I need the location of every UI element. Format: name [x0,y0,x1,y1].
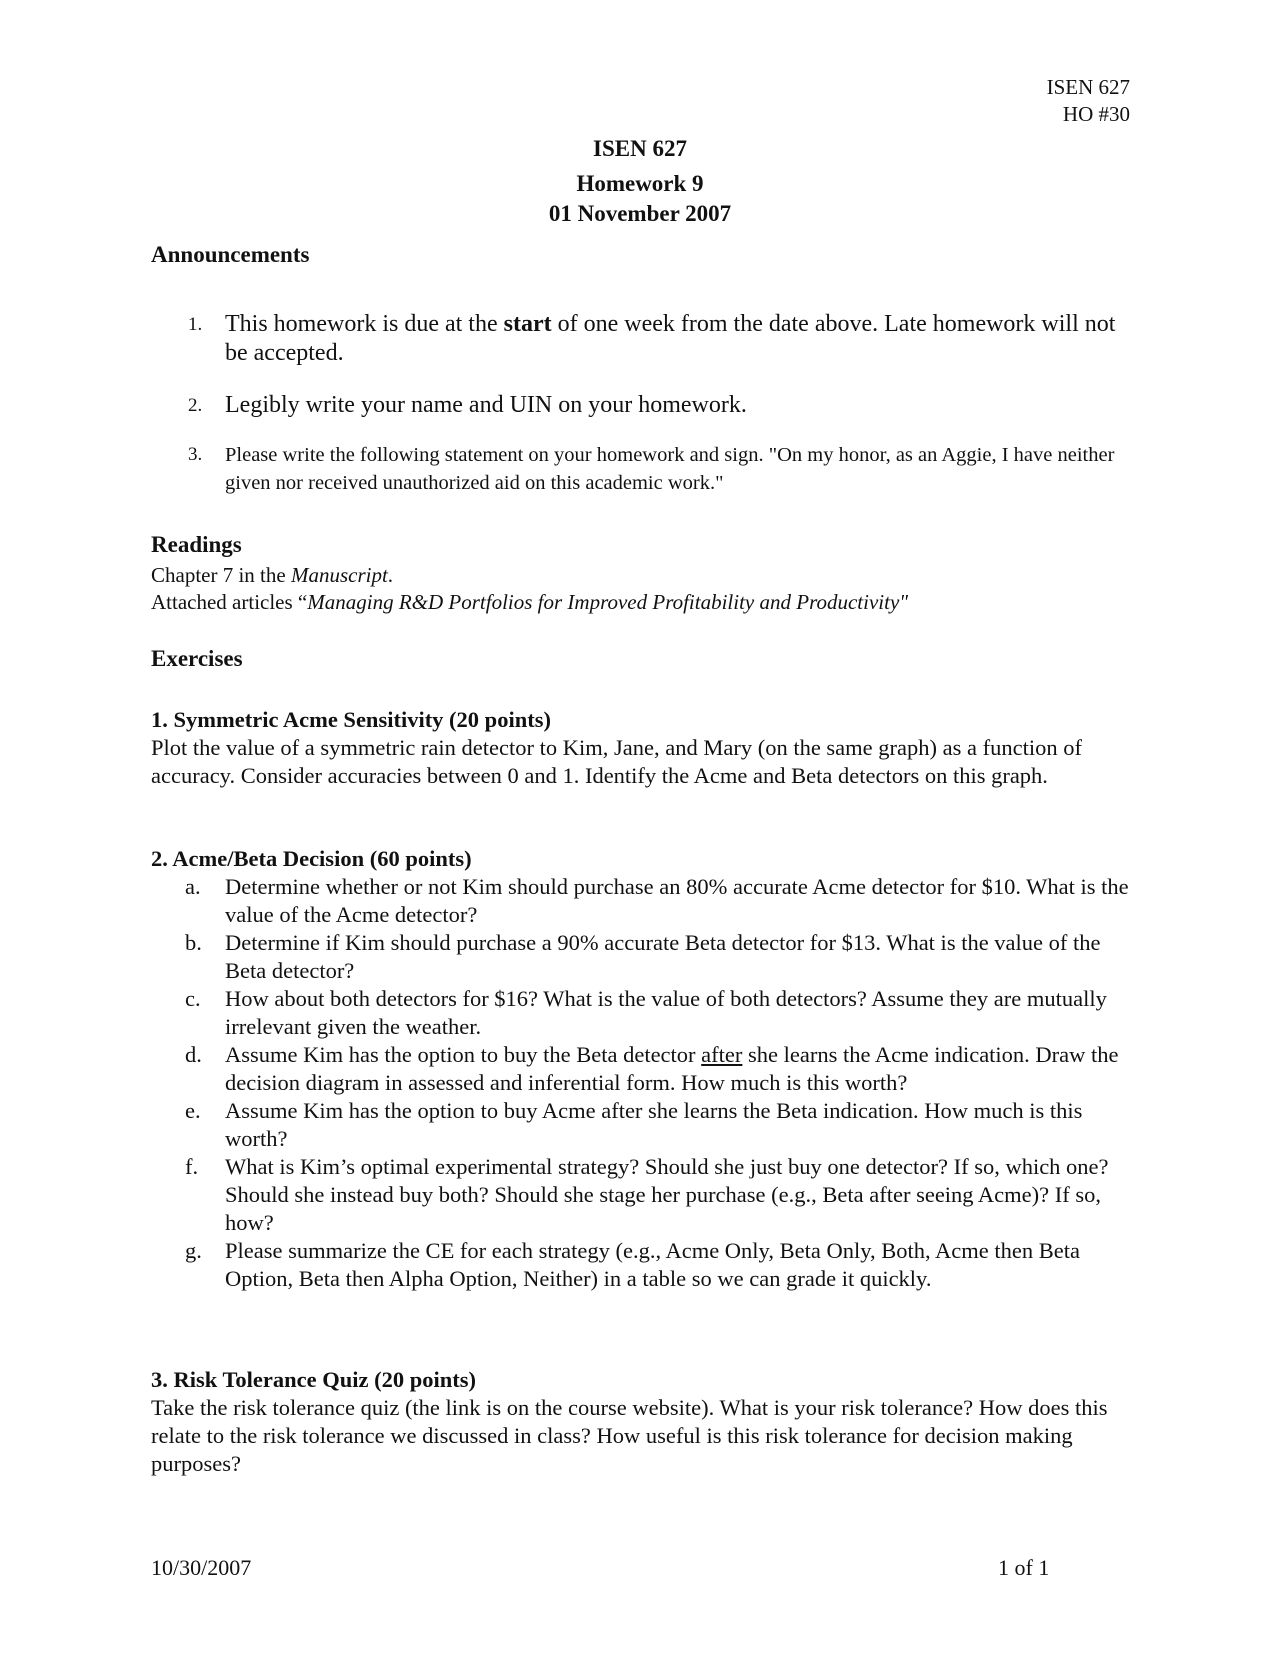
announcement-item [188,391,1128,420]
footer-date: 10/30/2007 [151,1555,252,1580]
title-course: ISEN 627 [593,136,687,161]
list-item: f. What is Kim’s optimal experimental strategy? Should she just buy one detector? If so, which one? Should she instead buy both? Should she stage her purchase (e.g., Beta after seeing Acme)? If so, how? [185,1154,1109,1235]
announcement-number: 2. [188,395,203,416]
list-item: e. Assume Kim has the option to buy Acme after she learns the Beta indication. How much is this worth? [185,1098,1083,1151]
announcement-emphasis: start [503,311,552,337]
announcement-text: Please write the following statement on your homework and sign. "On my honor, as an Aggie, I have neither given nor received unauthorized aid on this academic work." [225,444,1115,494]
exercise-1-title: 1. Symmetric Acme Sensitivity (20 points) [151,707,551,732]
exercise-2-title: 2. Acme/Beta Decision (60 points) [151,846,472,871]
exercise-2-items [185,873,1136,1293]
article-title: Managing R&D Portfolios for Improved Profitability and Productivity" [307,590,909,614]
title-date: 01 November 2007 [548,201,732,226]
exercise-2 [151,845,1136,1293]
list-item: d. Assume Kim has the option to buy the Beta detector after she learns the Acme indication. Draw the decision diagram in assessed and inferential form. How much is this worth? [185,1042,1119,1095]
underlined-word: after [701,1042,743,1067]
list-item: b. Determine if Kim should purchase a 90% accurate Beta detector for $13. What is the value of the Beta detector? [185,930,1101,983]
title-homework: Homework 9 [576,171,704,196]
header-handout: HO #30 [1062,102,1130,126]
header-course: ISEN 627 [1046,75,1130,99]
footer-page-number: 1 of 1 [998,1555,1050,1580]
readings-body [151,562,908,616]
announcements-list [188,310,1128,497]
title-block [0,132,1280,229]
exercise-3 [151,1366,1136,1478]
list-item: a. Determine whether or not Kim should purchase an 80% accurate Acme detector for $10. What is the value of the Acme detector? [185,874,1129,927]
exercise-1 [151,706,1136,790]
announcements-heading: Announcements [151,242,310,267]
header-right [1047,74,1130,128]
announcement-number: 1. [188,314,203,335]
exercise-3-title: 3. Risk Tolerance Quiz (20 points) [151,1367,477,1392]
announcement-text: Legibly write your name and UIN on your homework. [225,392,747,418]
announcement-item [188,310,1128,368]
readings-line-2: Attached articles “Managing R&D Portfolios for Improved Profitability and Productivity" [151,590,909,614]
announcement-number: 3. [188,444,203,465]
manuscript-title: Manuscript [290,563,388,587]
announcement-text: This homework is due at the start of one week from the date above. Late homework will not be accepted. [225,311,1116,366]
list-item: g. Please summarize the CE for each strategy (e.g., Acme Only, Beta Only, Both, Acme then Beta Option, Beta then Alpha Option, Neither) in a table so we can grade it quickly. [185,1238,1080,1291]
exercises-heading: Exercises [151,646,243,671]
readings-line-1: Chapter 7 in the Manuscript. [151,563,394,587]
readings-heading: Readings [151,532,242,557]
list-item: c. How about both detectors for $16? What is the value of both detectors? Assume they are mutually irrelevant given the weather. [185,986,1107,1039]
exercise-1-body: Plot the value of a symmetric rain detector to Kim, Jane, and Mary (on the same graph) as a function of accuracy. Consider accuracies between 0 and 1. Identify the Acme and Beta detectors on this graph. [151,735,1082,788]
exercise-3-body: Take the risk tolerance quiz (the link is on the course website). What is your risk tolerance? How does this relate to the risk tolerance we discussed in class? How useful is this risk tolerance for decision making purposes? [151,1395,1108,1476]
announcement-item [188,441,1128,497]
